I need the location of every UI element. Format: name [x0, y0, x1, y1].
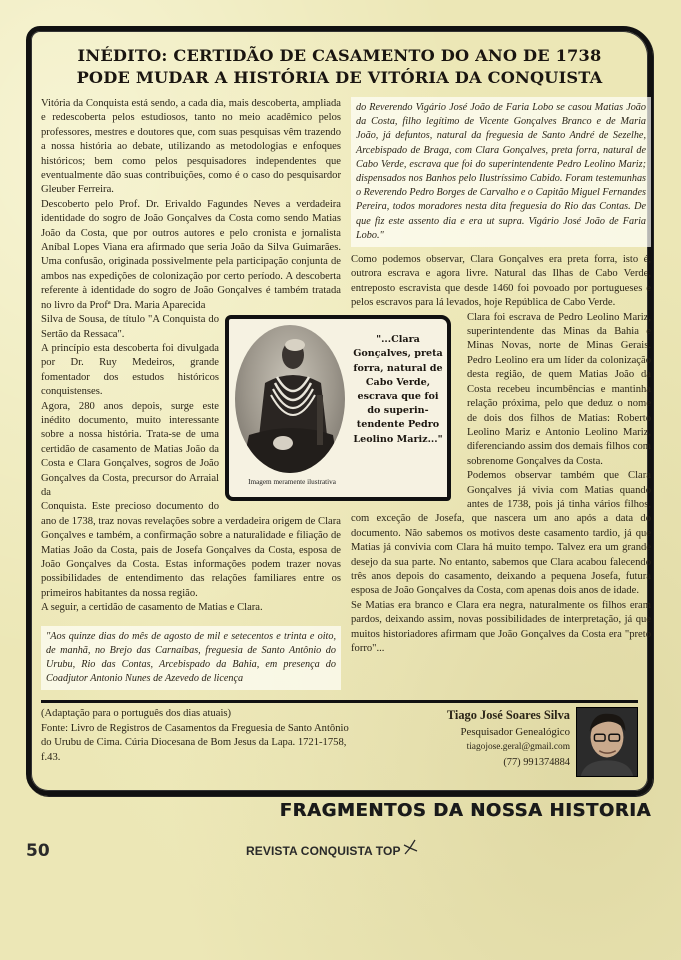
article-footer [41, 700, 638, 777]
author-block [447, 707, 570, 771]
certificate-quote-part-2 [351, 97, 651, 247]
pull-quote: "...Clara Gonçalves, preta forra, natural de Cabo Verde, escrava que foi do superin-tendente Pedro Leolino Mariz..." [353, 334, 443, 445]
source-citation: Fonte: Livro de Registros de Casamentos da Freguesia de Santo Antônio do Urubu de Cima. Cúria Diocesana de Bom Jesus da Lapa. 1721-1758, f.43. [41, 722, 349, 763]
page-number: 50 [26, 841, 50, 862]
paragraph-intro: Vitória da Conquista está sendo, a cada dia, mais descoberta, ampliada e redescoberta pelos estudiosos, tanto no meio acadêmico pelos professores, mestres e doutores que, com suas pesquisas vêm trazendo a nossa história ao debate, utilizando as metodologias e enfoques históricos; bem como pelos pesquisadores independentes que eventualmente dão suas contribuições, como é o caso do pesquisardor Gleuber Ferreira. [41, 98, 341, 196]
paragraph-following: A seguir, a certidão de casamento de Matias e Clara. [41, 602, 263, 614]
author-role: Pesquisador Genealógico [460, 726, 570, 739]
author-name: Tiago José Soares Silva [446, 708, 570, 723]
certificate-quote-text: "Aos quinze dias do mês de agosto de mil e setecentos e trinta e oito, de manhã, no Brejo das Carnaíbas, freguesia de Santo Antônio do Urubu, Rio das Contas, Arcebispado da Bahia, em presença do Coadjutor Antonio Nunes de Azevedo de licença [46, 630, 336, 685]
page-footer [26, 841, 653, 861]
magazine-name: REVISTA CONQUISTA TOP [246, 844, 401, 859]
paragraph-divulgation: A princípio esta descoberta foi divulgada por Dr. Ruy Medeiros, grande fomentador dos estudos históricos conquistenses. [41, 342, 219, 398]
author-portrait-icon [577, 708, 637, 776]
portrait-woman-icon [235, 325, 345, 473]
paragraph-discovery: Descoberto pelo Prof. Dr. Erivaldo Fagundes Neves a verdadeira identidade do sogro de João Gonçalves da Costa como sendo Matias João da Costa, que por outros autores e pelo cronista e jornalista Aníbal Lopes Viana era afirmado que seria João da Silva Guimarães. Uma confusão, originada possivelmente pela participação conjunta de ambos nas expedições de colonização por certo período. A descoberta referente à identidade do sogro de João Gonçalves é também tratada no livro da Profª Dra. Maria Aparecida [41, 198, 341, 311]
portrait-image [235, 325, 345, 473]
illustration-anchor [225, 315, 443, 505]
paragraph-observation: Como podemos observar, Clara Gonçalves era preta forra, isto é, outrora escrava e agora livre. Natural das Ilhas de Cabo Verde, entreposto escravista que desde 1460 foi povoado por portugueses e pelos escravos para lá levados, hoje República de Cabo Verde. [351, 254, 651, 309]
paragraph-discovery-cont: Silva de Sousa, de título "A Conquista do Sertão da Ressaca". [41, 314, 219, 340]
certificate-quote-part-1 [41, 626, 341, 691]
author-photo [576, 707, 638, 777]
article-columns [41, 97, 651, 690]
certificate-quote-text: do Reverendo Vigário José João de Faria Lobo se casou Matias João da Costa, filho legítimo de Vicente Gonçalves Branco e de Maria João, já defuntos, natural da freguesia de Santo André de Sezelhe, Arcebispado de Braga, com Clara Gonçalves, preta forra, natural de Cabo Verde, escrava que foi do superintendente Pedro Leolino Mariz; dispensados nos Banhos pelo Ilustríssimo Cabido. Foram testemunhas o Reverendo Pedro Borges de Carvalho e o Capitão Miguel Fernandes Pereira, todos moradores nesta dita freguesia do Rio das Contas. De que fiz este assento dia e era ut supra. Vigário José João de Faria Lobo." [356, 102, 646, 241]
author-email[interactable]: tiagojose.geral@gmail.com [466, 742, 570, 753]
adaptation-note: (Adaptação para o português dos dias atuais) [41, 708, 232, 720]
paragraph-marriage: Podemos observar também que Clara Gonçalves já vivia com Matias quando antes de 1738, pois já tinha vários filhos, com exceção de Josefa, que nascera um ano após a data do documento. Não sabemos os motivos deste casamento tardio, já que Matias já convivia com Clara há muito tempo. Talvez era um grande desejo da sua parte. No entanto, sabemos que Clara acabou falecendo três anos depois do casamento, deixando a pequena Josefa, futura esposa de João Gonçalves da Costa, com apenas dois anos de idade. [351, 470, 651, 597]
image-caption: Imagem meramente ilustrativa [248, 478, 336, 487]
illustration-box [225, 315, 451, 501]
paragraph-new-document-cont: Conquista. Este precioso documento do ano de 1738, traz novas revelações sobre a verdadeira origem de Clara Gonçalves e também, a confirmação sobre a naturalidade e filiação de Matias João da Costa, pais de Josefa Gonçalves da Costa, esposa de João Gonçalves da Costa. Estas informações podem trazer novas possibilidades de entendimento das relações familiares entre os primeiros habitantes da nossa região. [41, 501, 341, 599]
star-logo-icon [402, 839, 418, 855]
left-column [41, 97, 443, 690]
paragraph-interpretation: Se Matias era branco e Clara era negra, naturalmente os filhos eram pardos, deixando assim, novas possibilidades de interpretação, já que muitos historiadores afirmam que João Gonçalves da Costa era "preto forro"... [351, 599, 651, 654]
section-label: FRAGMENTOS DA NOSSA HISTORIA [279, 800, 651, 822]
author-section [447, 707, 638, 777]
author-phone: (77) 991374884 [503, 757, 570, 769]
title-line-1: INÉDITO: CERTIDÃO DE CASAMENTO DO ANO DE 1738 [77, 46, 602, 65]
paragraph-leolino: Clara foi escrava de Pedro Leolino Mariz, superintendente das Minas da Bahia e Minas Novas, norte de Minas Gerais. Pedro Leolino era um líder da colonização desta região, de quem Matias João da Costa recebeu incumbências e mantinha relação próxima, pelo que deduz o nome de dois dos filhos de Matias: Roberto Leolino Mariz e Antonio Leolino Mariz, diferenciando assim dos demais filhos com sobrenome Gonçalves da Costa. [467, 311, 651, 467]
source-note [41, 707, 351, 765]
paragraph-new-document: Agora, 280 anos depois, surge este inédito documento, muito interessante sobre a nossa história. Trata-se de uma certidão de casamento de Matias João da Costa e Clara Gonçalves, sogros de João Gonçalves da Costa, precursor do Arraial da [41, 400, 219, 498]
article-title [41, 45, 638, 89]
page-frame-border [26, 26, 653, 796]
title-line-2: PODE MUDAR A HISTÓRIA DE VITÓRIA DA CONQUISTA [76, 68, 603, 87]
